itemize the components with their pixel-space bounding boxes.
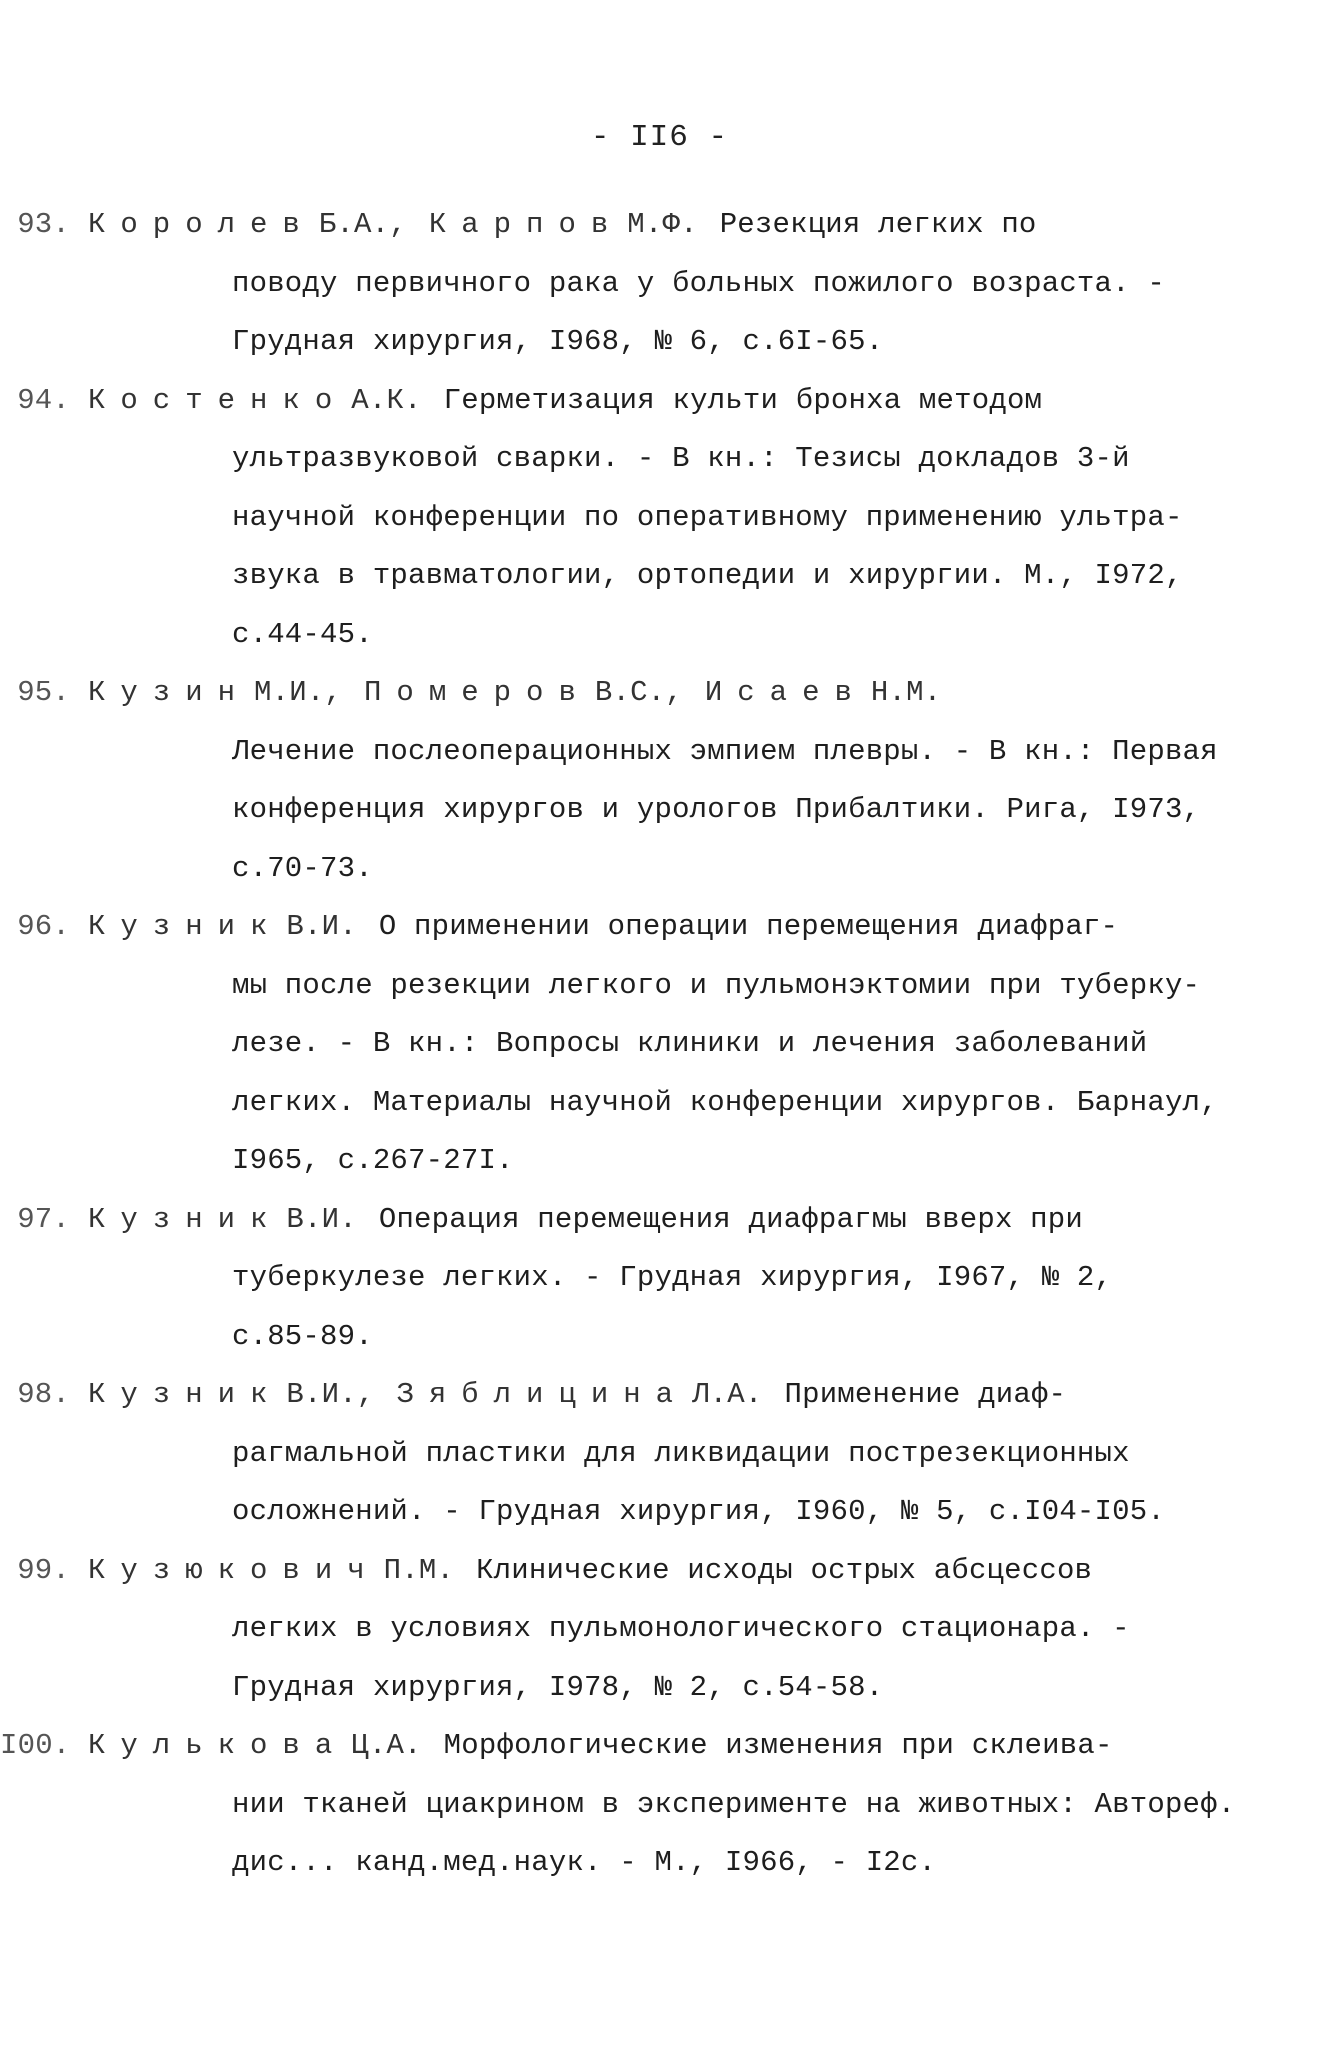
entry-number: 97. [17,1202,70,1236]
entry-author: Кузин [88,676,251,709]
entry-first-line [0,1366,1319,1425]
entry-first-line [0,196,1319,255]
entry-text-line: I965, с.267-27I. [232,1144,514,1177]
entry-first-line [0,664,1319,723]
entry-number: 96. [17,910,70,943]
entry-initials: М.И., [254,676,343,709]
entry-first-line [0,1191,1319,1250]
entry-text: Клинические исходы острых абсцессов [476,1553,1093,1587]
entry-author: Кулькова [88,1729,348,1762]
entry-author: Кузник [88,910,283,943]
entry-text: Герметизация культи бронха методом [443,383,1043,417]
entry-initials: Л.А. [692,1378,763,1411]
entry-initials: В.И. [286,910,357,943]
entry-text-line: нии тканей циакрином в эксперименте на животных: Автореф. [232,1787,1236,1821]
entry-text-line: дис... канд.мед.наук. - М., I966, - I2с. [232,1846,937,1879]
entry-first-line [0,1717,1319,1776]
entry-initials: П.М. [383,1553,455,1587]
entry-text-line: рагмальной пластики для ликвидации пострезекционных [232,1436,1130,1470]
bibliography-entry [0,1717,1319,1893]
entry-initials: Ц.А. [351,1729,422,1762]
entry-text-line: с.70-73. [232,851,373,885]
entry-text-line: ультразвуковой сварки. - В кн.: Тезисы докладов 3-й [232,442,1130,475]
entry-author: Исаев [704,676,867,709]
entry-text-line: научной конференции по оперативному применению ультра- [232,500,1183,534]
entry-text-line: Грудная хирургия, I968, № 6, с.6I-65. [232,325,884,358]
entry-initials: Н.М. [870,676,942,709]
entry-number: 95. [17,676,70,709]
entry-text-line: Лечение послеоперационных эмпием плевры. - В кн.: Первая [232,734,1218,768]
bibliography-entry [0,664,1319,898]
entry-text-line: конференция хирургов и урологов Прибалтики. Рига, I973, [232,793,1201,826]
entry-initials: В.С., [594,676,683,709]
entry-text: Применение диаф- [784,1378,1067,1411]
entry-initials: В.И., [286,1378,375,1411]
entry-text-line: туберкулезе легких. - Грудная хирургия, I967, № 2, [232,1261,1113,1294]
bibliography-entry [0,898,1319,1191]
entry-text-line: с.85-89. [232,1319,373,1353]
entry-first-line [0,898,1319,957]
bibliography-list [0,196,1319,1893]
entry-text-line: Грудная хирургия, I978, № 2, с.54-58. [232,1670,884,1704]
bibliography-entry [0,196,1319,372]
entry-author: Кузник [88,1378,283,1411]
entry-number: 99. [17,1553,70,1587]
entry-text: Операция перемещения диафрагмы вверх при [378,1202,1083,1236]
entry-text-line: с.44-45. [232,617,373,651]
entry-text: Резекция легких по [719,208,1037,241]
entry-initials: В.И. [286,1202,357,1236]
entry-text-line: легких в условиях пульмонологического стационара. - [232,1612,1130,1645]
entry-text-line: лезе. - В кн.: Вопросы клиники и лечения заболеваний [232,1027,1148,1060]
entry-author: Зяблицина [396,1378,689,1411]
entry-text: Морфологические изменения при склеива- [443,1729,1113,1762]
bibliography-entry [0,372,1319,665]
entry-number: 98. [17,1378,70,1411]
entry-number: 94. [17,383,70,417]
entry-text-line: мы после резекции легкого и пульмонэктомии при туберку- [232,968,1201,1002]
entry-author: Померов [364,676,591,709]
entry-text: О применении операции перемещения диафраг- [378,910,1119,943]
entry-first-line [0,1542,1319,1601]
entry-number: I00. [0,1729,71,1762]
bibliography-entry [0,1191,1319,1367]
entry-text-line: легких. Материалы научной конференции хирургов. Барнаул, [232,1085,1218,1119]
entry-first-line [0,372,1319,431]
entry-initials: Б.А., [318,208,407,241]
entry-number: 93. [17,208,70,241]
entry-author: Кузюкович [88,1553,380,1587]
entry-text-line: звука в травматологии, ортопедии и хирургии. М., I972, [232,559,1183,592]
entry-initials: А.К. [351,383,422,417]
entry-author: Кузник [88,1202,283,1236]
page-number: - II6 - [590,120,729,155]
bibliography-entry [0,1542,1319,1718]
entry-text-line: поводу первичного рака у больных пожилого возраста. - [232,266,1165,300]
entry-author: Костенко [88,383,348,417]
entry-author: Королев [88,208,315,241]
entry-text-line: осложнений. - Грудная хирургия, I960, № 5, с.I04-I05. [232,1495,1165,1528]
entry-initials: М.Ф. [627,208,698,241]
entry-author: Карпов [428,208,624,241]
bibliography-entry [0,1366,1319,1542]
